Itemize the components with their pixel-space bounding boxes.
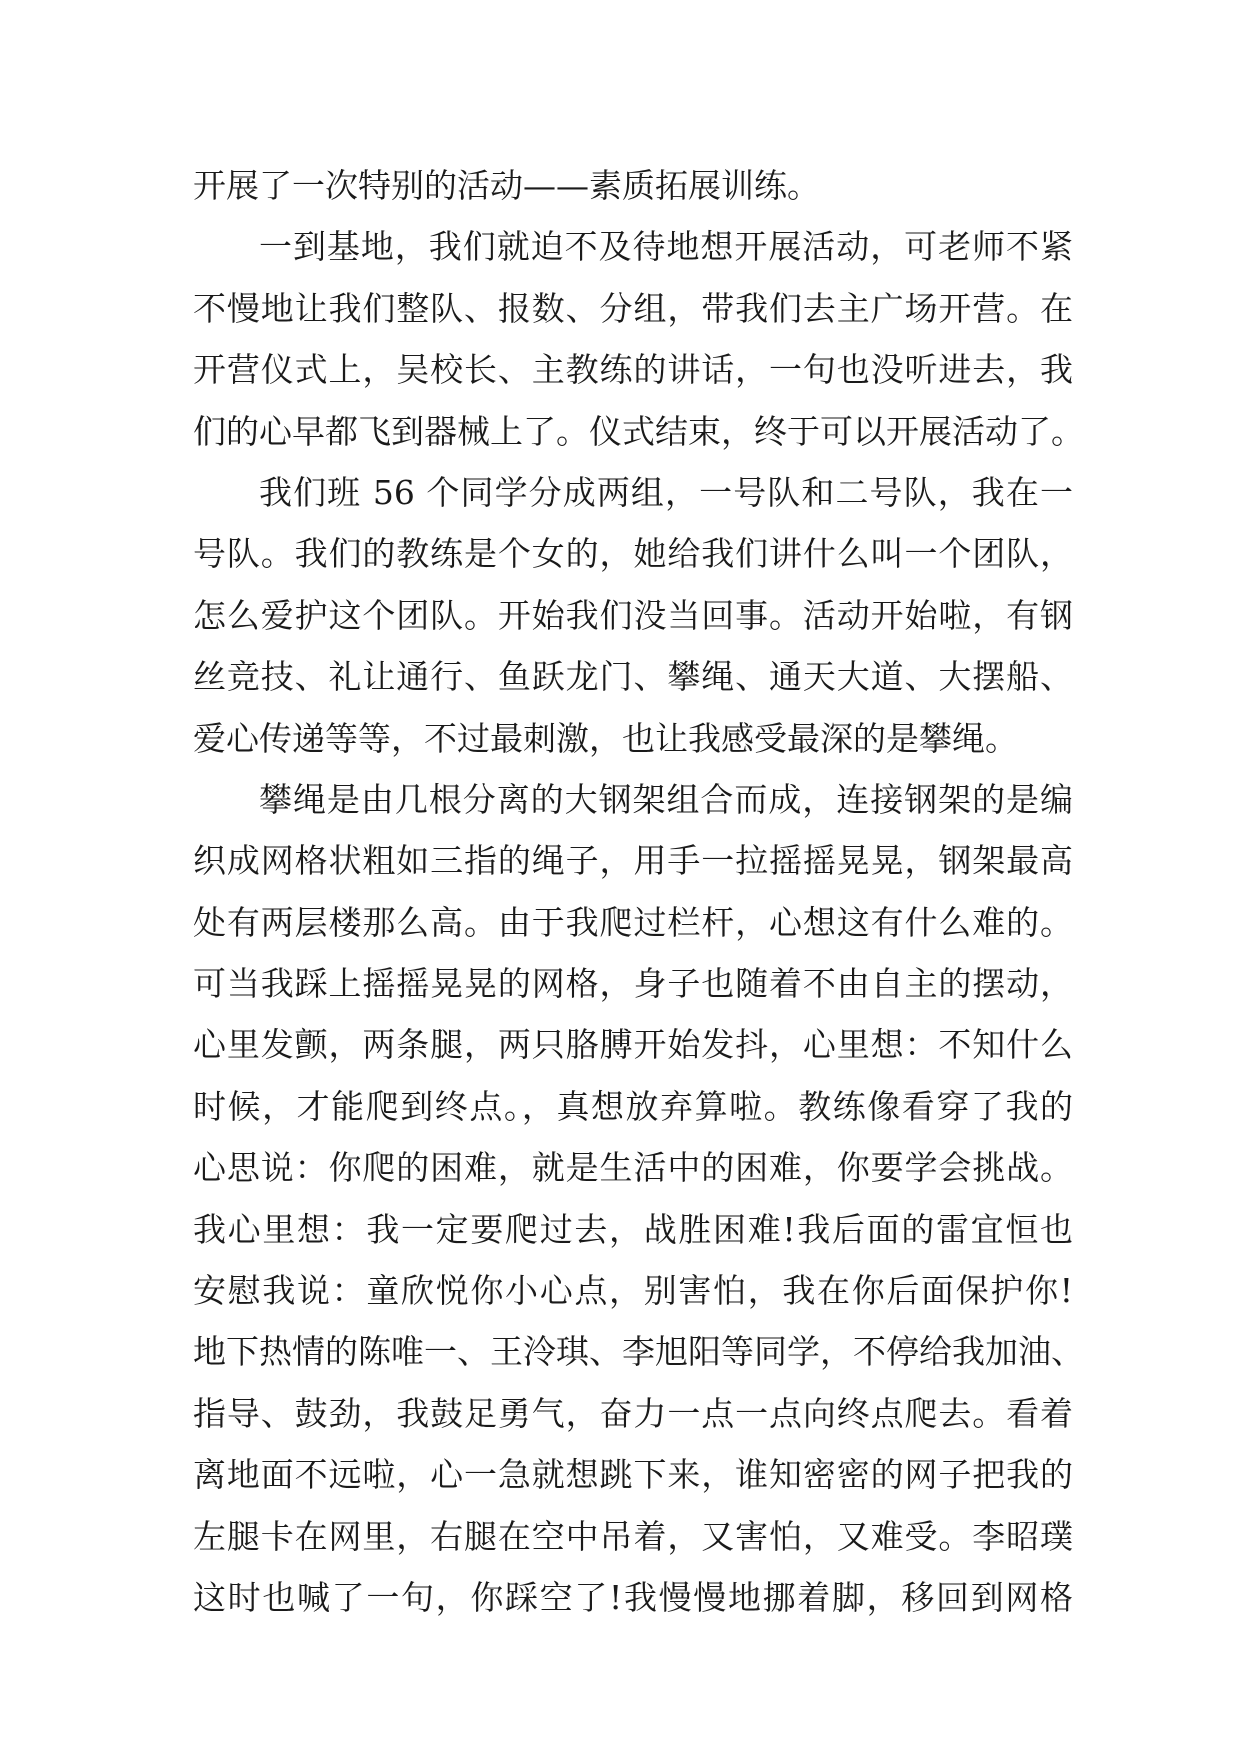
text-line: 丝竞技、礼让通行、鱼跃龙门、攀绳、通天大道、大摆船、 (193, 657, 1073, 697)
text-line: 离地面不远啦，心一急就想跳下来，谁知密密的网子把我的 (193, 1455, 1073, 1495)
text-line: 我心里想：我一定要爬过去，战胜困难!我后面的雷宜恒也 (193, 1209, 1073, 1249)
text-line: 这时也喊了一句，你踩空了!我慢慢地挪着脚，移回到网格 (193, 1577, 1073, 1617)
text-line: 织成网格状粗如三指的绳子，用手一拉摇摇晃晃，钢架最高 (193, 841, 1073, 881)
text-line: 爱心传递等等，不过最刺激，也让我感受最深的是攀绳。 (193, 718, 1018, 758)
text-line: 开展了一次特别的活动——素质拓展训练。 (193, 166, 820, 205)
text-line: 开营仪式上，吴校长、主教练的讲话，一句也没听进去，我 (193, 350, 1073, 390)
body-text (193, 155, 1084, 1628)
paragraph-first-line: 我们班 56 个同学分成两组，一号队和二号队，我在一 (259, 472, 1073, 512)
text-line: 心里发颤，两条腿，两只胳膊开始发抖，心里想：不知什么 (193, 1025, 1073, 1065)
text-line: 不慢地让我们整队、报数、分组，带我们去主广场开营。在 (193, 288, 1073, 328)
paragraph-first-line: 一到基地，我们就迫不及待地想开展活动，可老师不紧 (259, 227, 1073, 267)
text-line: 时候，才能爬到终点。，真想放弃算啦。教练像看穿了我的 (193, 1086, 1073, 1126)
text-line: 怎么爱护这个团队。开始我们没当回事。活动开始啦，有钢 (193, 595, 1073, 635)
text-line: 指导、鼓劲，我鼓足勇气，奋力一点一点向终点爬去。看着 (193, 1393, 1073, 1433)
text-line: 心思说：你爬的困难，就是生活中的困难，你要学会挑战。 (193, 1148, 1073, 1188)
text-line: 号队。我们的教练是个女的，她给我们讲什么叫一个团队， (193, 534, 1073, 574)
text-line: 安慰我说：童欣悦你小心点，别害怕，我在你后面保护你! (193, 1271, 1073, 1311)
text-line: 左腿卡在网里，右腿在空中吊着，又害怕，又难受。李昭璞 (193, 1516, 1073, 1556)
text-line: 地下热情的陈唯一、王泠琪、李旭阳等同学，不停给我加油、 (193, 1332, 1084, 1372)
text-line: 们的心早都飞到器械上了。仪式结束，终于可以开展活动了。 (193, 411, 1084, 451)
paragraph-first-line: 攀绳是由几根分离的大钢架组合而成，连接钢架的是编 (259, 779, 1073, 819)
text-line: 处有两层楼那么高。由于我爬过栏杆，心想这有什么难的。 (193, 902, 1073, 942)
text-line: 可当我踩上摇摇晃晃的网格，身子也随着不由自主的摆动， (193, 964, 1073, 1004)
